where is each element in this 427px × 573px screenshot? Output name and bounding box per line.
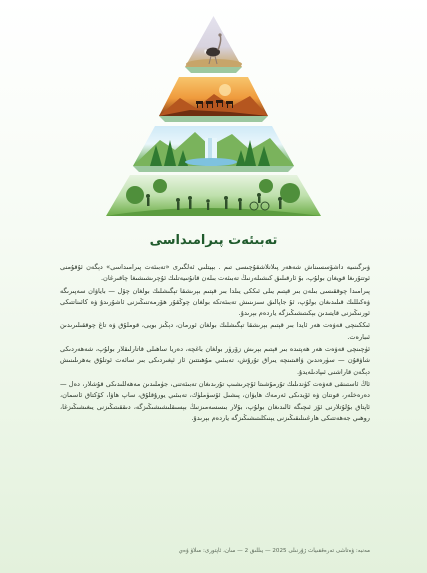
pyramid-tier-mountains — [159, 77, 268, 116]
paragraph: ئاڭ ئاستىنقى قەۋەت كۈندىلىك تۇرمۇشىتا ئۇچرىشىپ تۇرىدىغان تەبىئەتنى، جۈملىدىن مەھەللىدىكى قۇشلار، دەل — دەرەخلەر، قونتان ۋە ئۆيدىكى ئەرمەك ھايۋان، پىشىل ئۆسۈملۈك، تەبىئىي يورۇقلۇق، ساپ ھاۋا، كۆكتاق ئاسمان، ئاپتاق بۇلۇتلارنى ئۆز ئىچىگە ئالىدىغان بولۇپ، بۇلار بىسسەمىزنىڭ بېسىقلىشىشىڭىزگە، دىققىتىڭىزنى يىغىشىڭىزغا، روھىي جەھەتتىكى ھارغىنلىقىڭىزنى يېنىكلىتىشىڭىزگە ياردەم بېرىدۇ. — [60, 379, 370, 422]
article-body — [60, 262, 370, 425]
article-title: تەبىئەت پىرامىداسى — [149, 233, 278, 248]
pyramid-tier-desert — [185, 15, 242, 69]
pyramid-tier-forest — [133, 126, 294, 166]
source-footer: مەنبە: ۋەتاشى تەرەققىيات ژۇرنىلى 2025 — يىللىق 2 — سان، ئاپتورى: مىلاۋ ۋەي — [178, 548, 370, 554]
paragraph: ئۈچىنچى قەۋەت ھەر ھەپتىدە بىر قېتىم بېرىش زۆرۈر بولغان باغچە، دەريا ساھىلى قاتارلىقلار بولۇپ، شەھەردىكى شاۋقۇن — سۈرەندىن ۋاقىتىنچە يىراق تۇرۇش، تەبىئىي مۇھىتتىن ئاز ئېغىردىكى بىر سائەت ئوتلۇق بەھرىلىنىش دېگەن قاراشنى ئىپادىلەيدۇ. — [60, 345, 370, 376]
paragraph: ئىككىنچى قەۋەت ھەر ئايدا بىر قېتىم بېرىشقا تېگىشلىك بولغان ئورمان، دېڭىز بويى، قوملۇق ۋە تاغ چوققىلىرىدىن ئىبارەت. — [60, 321, 370, 341]
paragraph: ۋىرگىنىيە داشۆسسىناش شەھەر پىلانلاشقۇچىسى تىم . بېيتلىي ئەلگىرى «تەبىئەت پىرامىداسى» دېگەن ئۇقۇمنى ئوتتۇرىغا قويغان بولۇپ، بۇ ئارقىلىق كىشىلەرنىڭ تەبىئەت بىلەن قانۇنىيەتلىك ئۇچرىشىشىغا چاقىرغان. — [60, 263, 370, 283]
paragraph: پىرامىدا چوققىسى بىلەن بىر قېتىم يىلى ئىككى يىلدا بىر قېتىم بېرىشقا تېگىشلىك بولغان چۆل — باياۋان سەپىرىگە ۋەكىللىك قىلىدىغان بولۇپ، ئۇ جاپالىق سىزىنىش تەبىئەتكە بولغان چوڭقۇر ھۆرمەتنىڭىزنى ئاشۇرىدۇ ۋە كائىناتتىكى ئورنىڭىزنى قايتىدىن بېكىتىشىڭىزگە ياردەم بېرىدۇ. — [60, 286, 370, 318]
nature-pyramid-illustration — [0, 0, 427, 225]
pyramid-tier-park — [106, 175, 321, 216]
